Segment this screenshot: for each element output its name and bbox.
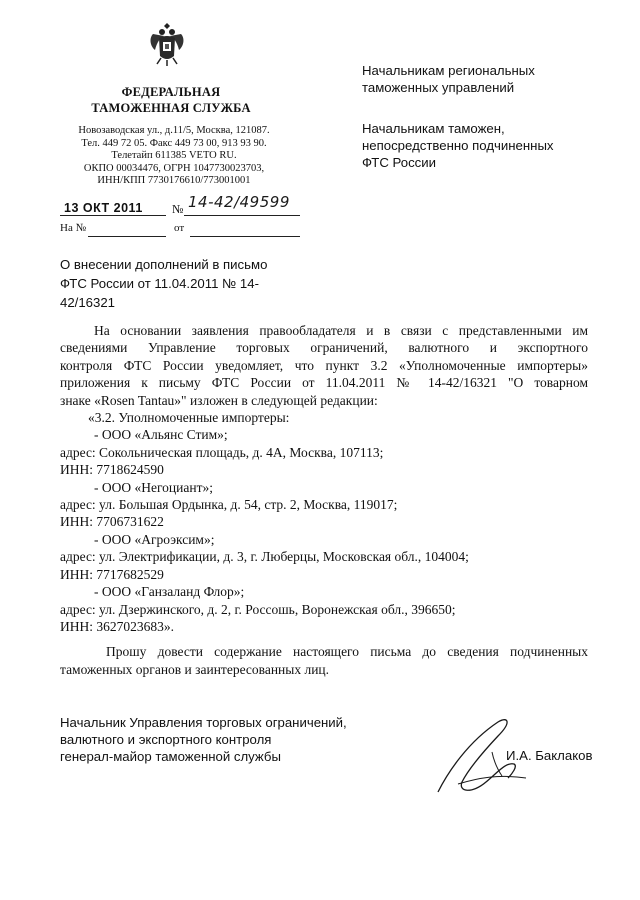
- closing-line: Прошу довести содержание настоящего письма до сведения подчиненных: [106, 644, 588, 660]
- letter-body: [60, 322, 588, 678]
- reply-reference: [60, 222, 300, 240]
- importer-name: - ООО «Негоциант»;: [94, 479, 214, 495]
- registration-line: [60, 193, 300, 220]
- section-heading: «3.2. Уполномоченные импортеры:: [88, 410, 290, 426]
- position-line: генерал-майор таможенной службы: [60, 749, 281, 764]
- recipient-line: ФТС России: [362, 155, 436, 170]
- recipient-line: Начальникам таможен,: [362, 121, 505, 136]
- closing-line: таможенных органов и заинтересованных лиц.: [60, 661, 330, 677]
- reply-label: На №: [60, 222, 87, 234]
- position-line: Начальник Управления торговых ограничений,: [60, 715, 347, 730]
- recipient-line: непосредственно подчиненных: [362, 138, 554, 153]
- position-line: валютного и экспортного контроля: [60, 732, 272, 747]
- importer-inn: ИНН: 7717682529: [60, 566, 164, 582]
- org-address: [60, 125, 288, 188]
- org-name: [78, 84, 264, 116]
- importer-name: - ООО «Агроэксим»;: [94, 531, 215, 547]
- signer-name: И.А. Баклаков: [506, 748, 593, 763]
- importer-inn: ИНН: 7718624590: [60, 462, 164, 478]
- recipient-line: Начальникам региональных: [362, 63, 535, 78]
- recipient-line: таможенных управлений: [362, 80, 515, 95]
- subject-line: 42/16321: [60, 295, 116, 310]
- importer-address: адрес: Сокольническая площадь, д. 4А, Москва, 107113;: [60, 444, 384, 460]
- importer-name: - ООО «Ганзаланд Флор»;: [94, 584, 245, 600]
- address-line: ИНН/КПП 7730176610/773001001: [97, 175, 251, 186]
- body-line: приложения к письму ФТС России от 11.04.2011 № 14-42/16321 "О товарном: [60, 375, 588, 391]
- recipient-block-1: [362, 62, 535, 96]
- body-line: сведениями Управление торговых ограничений, валютного и экспортного: [60, 340, 588, 356]
- importer-inn: ИНН: 3627023683».: [60, 618, 174, 634]
- importer-address: адрес: ул. Электрификации, д. 3, г. Люберцы, Московская обл., 104004;: [60, 549, 469, 565]
- letter-number: 14-42/49599: [188, 193, 290, 211]
- reply-from-label: от: [174, 222, 185, 234]
- coat-of-arms-icon: [147, 20, 187, 68]
- importer-address: адрес: ул. Дзержинского, д. 2, г. Россошь, Воронежская обл., 396650;: [60, 601, 456, 617]
- importer-name: - ООО «Альянс Стим»;: [94, 427, 228, 443]
- org-name-line2: ТАМОЖЕННАЯ СЛУЖБА: [91, 101, 251, 115]
- letter-date: 13 ОКТ 2011: [64, 201, 143, 215]
- address-line: Тел. 449 72 05. Факс 449 73 00, 913 93 90.: [81, 137, 267, 149]
- body-line: На основании заявления правообладателя и в связи с представленными им: [94, 323, 588, 338]
- subject-line: О внесении дополнений в письмо: [60, 257, 268, 272]
- body-line: контроля ФТС России уведомляет, что пункт 3.2 «Уполномоченные импортеры»: [60, 357, 588, 373]
- address-line: Телетайп 611385 VETO RU.: [111, 150, 237, 161]
- signature-position: [60, 714, 347, 765]
- subject-line: ФТС России от 11.04.2011 № 14-: [60, 276, 259, 291]
- letter-subject: [60, 255, 290, 312]
- recipient-block-2: [362, 120, 554, 171]
- address-line: Новозаводская ул., д.11/5, Москва, 121087.: [78, 125, 270, 136]
- address-line: ОКПО 00034476, ОГРН 1047730023703,: [83, 162, 265, 174]
- number-sign: №: [172, 202, 184, 216]
- importer-address: адрес: ул. Большая Ордынка, д. 54, стр. 2, Москва, 119017;: [60, 497, 398, 513]
- org-name-line1: ФЕДЕРАЛЬНАЯ: [121, 85, 221, 99]
- body-line: знаке «Rosen Tantau»" изложен в следующей редакции:: [60, 392, 378, 408]
- importer-inn: ИНН: 7706731622: [60, 514, 164, 530]
